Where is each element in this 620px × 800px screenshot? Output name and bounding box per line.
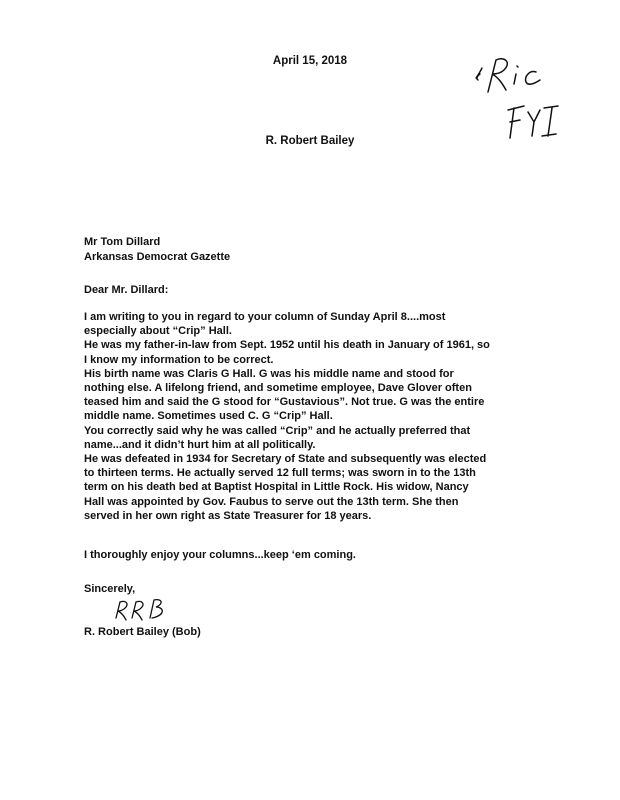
body-line: His birth name was Claris G Hall. G was his middle name and stood for	[84, 367, 454, 380]
sign-off: Sincerely,	[84, 583, 136, 595]
recipient-organization: Arkansas Democrat Gazette	[84, 251, 231, 263]
letter-body	[84, 310, 554, 523]
body-line: Hall was appointed by Gov. Faubus to serve out the 13th term. She then	[84, 495, 459, 508]
body-line: I am writing to you in regard to your column of Sunday April 8....most	[84, 311, 446, 323]
body-line: He was defeated in 1934 for Secretary of State and subsequently was elected	[84, 453, 487, 466]
letter-sender: R. Robert Bailey	[265, 135, 355, 147]
body-line: nothing else. A lifelong friend, and sometime employee, Dave Glover often	[84, 382, 472, 395]
body-line: to thirteen terms. He actually served 12 full terms; was sworn in to the 13th	[84, 467, 476, 480]
recipient-name: Mr Tom Dillard	[84, 236, 161, 248]
signer-name: R. Robert Bailey (Bob)	[84, 626, 201, 638]
body-line: He was my father-in-law from Sept. 1952 until his death in January of 1961, so	[84, 339, 490, 352]
body-line: especially about “Crip” Hall.	[84, 325, 232, 338]
salutation: Dear Mr. Dillard:	[84, 284, 169, 296]
body-line: name...and it didn’t hurt him at all politically.	[84, 438, 316, 451]
letter-date: April 15, 2018	[272, 55, 348, 67]
body-line: term on his death bed at Baptist Hospital in Little Rock. His widow, Nancy	[84, 481, 469, 494]
body-line: middle name. Sometimes used C. G “Crip” Hall.	[84, 410, 333, 423]
closing-line: I thoroughly enjoy your columns...keep ‘em coming.	[84, 549, 356, 561]
body-line: You correctly said why he was called “Crip” and he actually preferred that	[84, 424, 471, 437]
body-line: I know my information to be correct.	[84, 353, 274, 366]
body-line: served in her own right as State Treasurer for 18 years.	[84, 509, 372, 522]
body-line: teased him and said the G stood for “Gustavious”. Not true. G was the entire	[84, 396, 485, 409]
handwritten-signature	[112, 596, 172, 622]
handwritten-ric-note	[470, 52, 560, 97]
